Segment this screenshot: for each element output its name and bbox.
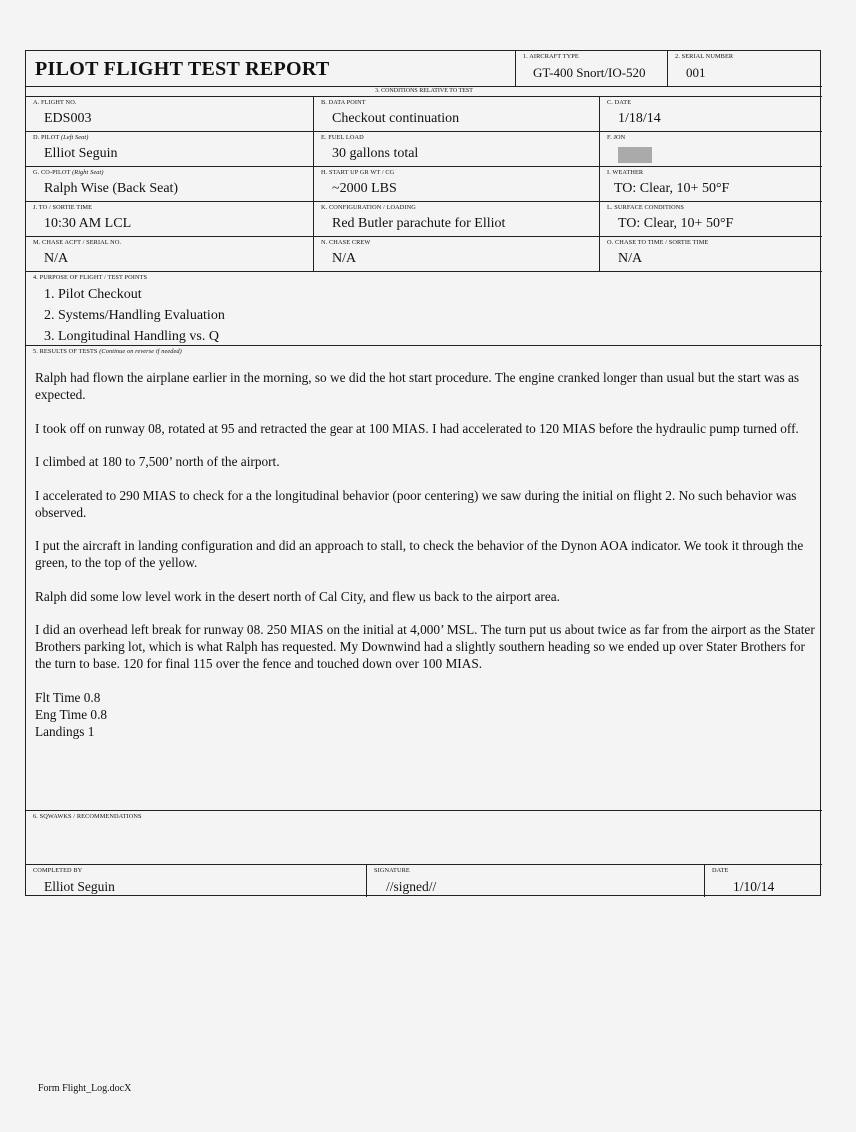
surface-conditions-cell [599, 201, 822, 236]
date-value: 1/18/14 [618, 111, 661, 126]
purpose-item: 1. Pilot Checkout [44, 287, 142, 302]
pilot-label: D. PILOT (Left Seat) [33, 134, 89, 141]
chase-crew-cell [313, 236, 599, 271]
fuel-load-label: E. FUEL LOAD [321, 134, 364, 141]
date-cell [599, 96, 822, 131]
chase-acft-label: M. CHASE ACFT / SERIAL NO. [33, 239, 122, 246]
copilot-value: Ralph Wise (Back Seat) [44, 181, 179, 196]
report-title: PILOT FLIGHT TEST REPORT [35, 58, 330, 80]
title-cell [26, 51, 515, 86]
squawks-section [26, 810, 822, 864]
chase-to-time-label: O. CHASE TO TIME / SORTIE TIME [607, 239, 709, 246]
signature-value: //signed// [386, 879, 437, 894]
to-sortie-time-value: 10:30 AM LCL [44, 216, 132, 231]
completion-date-value: 1/10/14 [733, 879, 775, 894]
squawks-label: 6. SQWAWKS / RECOMMENDATIONS [33, 813, 142, 820]
copilot-label: G. CO-PILOT (Right Seat) [33, 169, 104, 176]
results-paragraph: I did an overhead left break for runway 08. 250 MIAS on the initial at 4,000’ MSL. The turn put us about twice as far from the airport as the Stater Brothers parking lot, which is what Ralph has requested. My Downwind had a slightly southern heading so we ended up over Stater Brothers for the turn to base. 120 for final 115 over the fence and touched down over 100 MIAS. [35, 622, 815, 671]
redacted-jon-box [618, 147, 652, 163]
completion-date-label: DATE [712, 867, 729, 874]
start-gr-wt-label: H. START UP GR WT / CG [321, 169, 395, 176]
results-label: 5. RESULTS OF TESTS (Continue on reverse if needed) [33, 348, 182, 355]
aircraft-type-label: 1. AIRCRAFT TYPE [523, 53, 579, 60]
pilot-value: Elliot Seguin [44, 146, 118, 161]
weather-label: I. WEATHER [607, 169, 644, 176]
fuel-load-cell [313, 131, 599, 166]
jon-cell [599, 131, 822, 166]
eng-time: Eng Time 0.8 [35, 706, 108, 722]
flight-no-cell [26, 96, 313, 131]
purpose-list [44, 284, 225, 347]
completion-date-cell [704, 864, 822, 897]
flight-stats [35, 689, 820, 740]
to-sortie-time-label: J. TO / SORTIE TIME [33, 204, 93, 211]
flight-no-value: EDS003 [44, 111, 92, 126]
start-gr-wt-cell [313, 166, 599, 201]
conditions-heading: 3. CONDITIONS RELATIVE TO TEST [375, 88, 473, 94]
chase-to-time-cell [599, 236, 822, 271]
signature-cell [366, 864, 704, 897]
weather-value: TO: Clear, 10+ 50°F [614, 181, 730, 196]
chase-acft-cell [26, 236, 313, 271]
signature-label: SIGNATURE [374, 867, 410, 874]
purpose-label: 4. PURPOSE OF FLIGHT / TEST POINTS [33, 274, 148, 281]
aircraft-type-value: GT-400 Snort/IO-520 [533, 65, 646, 80]
data-point-value: Checkout continuation [332, 111, 460, 126]
date-label: C. DATE [607, 99, 632, 106]
flt-time: Flt Time 0.8 [35, 689, 101, 705]
results-paragraph: I accelerated to 290 MIAS to check for a the longitudinal behavior (poor centering) we saw during the initial on flight 2. No such behavior was observed. [35, 487, 797, 520]
results-paragraph: I put the aircraft in landing configuration and did an approach to stall, to check the behavior of the Dynon AOA indicator. We took it through the green, to the top of the yellow. [35, 538, 804, 570]
jon-label: F. JON [607, 134, 626, 141]
to-sortie-time-cell [26, 201, 313, 236]
serial-number-value: 001 [686, 65, 706, 80]
results-paragraph: I climbed at 180 to 7,500’ north of the airport. [35, 454, 280, 469]
completed-by-cell [26, 864, 366, 897]
flight-no-label: A. FLIGHT NO. [33, 99, 77, 106]
purpose-section [26, 271, 822, 345]
fuel-load-value: 30 gallons total [332, 146, 419, 161]
results-paragraph: Ralph had flown the airplane earlier in the morning, so we did the hot start procedure. The engine cranked longer than usual but the start was as expected. [35, 370, 800, 402]
chase-crew-label: N. CHASE CREW [321, 239, 371, 246]
serial-number-cell [667, 51, 822, 86]
configuration-value: Red Butler parachute for Elliot [332, 216, 506, 231]
flight-test-report-form [25, 50, 821, 896]
weather-cell [599, 166, 822, 201]
surface-conditions-label: L. SURFACE CONDITIONS [607, 204, 685, 211]
chase-to-time-value: N/A [618, 251, 643, 266]
form-footer: Form Flight_Log.docX [38, 1083, 132, 1094]
chase-acft-value: N/A [44, 251, 69, 266]
copilot-cell [26, 166, 313, 201]
purpose-item: 3. Longitudinal Handling vs. Q [44, 329, 219, 344]
results-section [26, 345, 822, 810]
landings: Landings 1 [35, 723, 95, 739]
purpose-item: 2. Systems/Handling Evaluation [44, 308, 225, 323]
pilot-cell [26, 131, 313, 166]
data-point-cell [313, 96, 599, 131]
chase-crew-value: N/A [332, 251, 357, 266]
configuration-cell [313, 201, 599, 236]
completed-by-label: COMPLETED BY [33, 867, 83, 874]
conditions-heading-cell [26, 86, 822, 96]
serial-number-label: 2. SERIAL NUMBER [675, 53, 734, 60]
surface-conditions-value: TO: Clear, 10+ 50°F [618, 216, 734, 231]
configuration-label: K. CONFIGURATION / LOADING [321, 204, 416, 211]
data-point-label: B. DATA POINT [321, 99, 366, 106]
completed-by-value: Elliot Seguin [44, 879, 115, 894]
results-text [35, 369, 820, 740]
results-paragraph: Ralph did some low level work in the desert north of Cal City, and flew us back to the airport area. [35, 588, 560, 604]
aircraft-type-cell [515, 51, 667, 86]
start-gr-wt-value: ~2000 LBS [332, 181, 397, 196]
results-paragraph: I took off on runway 08, rotated at 95 and retracted the gear at 100 MIAS. I had accelerated to 120 MIAS before the hydraulic pump turned off. [35, 420, 799, 436]
